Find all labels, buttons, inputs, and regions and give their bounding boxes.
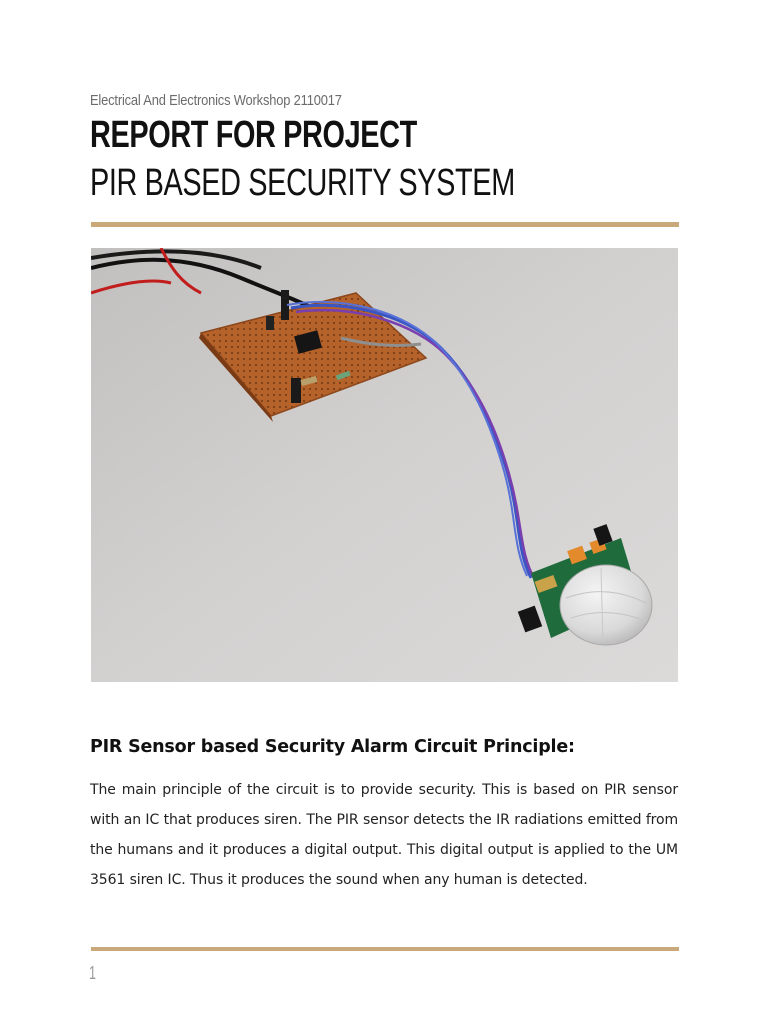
page-number: 1 xyxy=(89,963,97,983)
section-heading: PIR Sensor based Security Alarm Circuit Principle: xyxy=(90,737,575,757)
top-divider xyxy=(91,222,679,227)
course-label: Electrical And Electronics Workshop 2110017 xyxy=(90,92,342,109)
section-paragraph: The main principle of the circuit is to provide security. This is based on PIR sensor with an IC that produces siren. The PIR sensor detects the IR radiations emitted from the humans and it produces a digital output. This digital output is applied to the UM 3561 siren IC. Thus it produces the sound when any human is detected. xyxy=(90,782,678,888)
circuit-photo xyxy=(91,248,678,682)
report-title: REPORT FOR PROJECT xyxy=(90,114,417,156)
circuit-photo-illustration xyxy=(91,248,678,682)
project-title: PIR BASED SECURITY SYSTEM xyxy=(90,162,515,204)
bottom-divider xyxy=(91,947,679,951)
